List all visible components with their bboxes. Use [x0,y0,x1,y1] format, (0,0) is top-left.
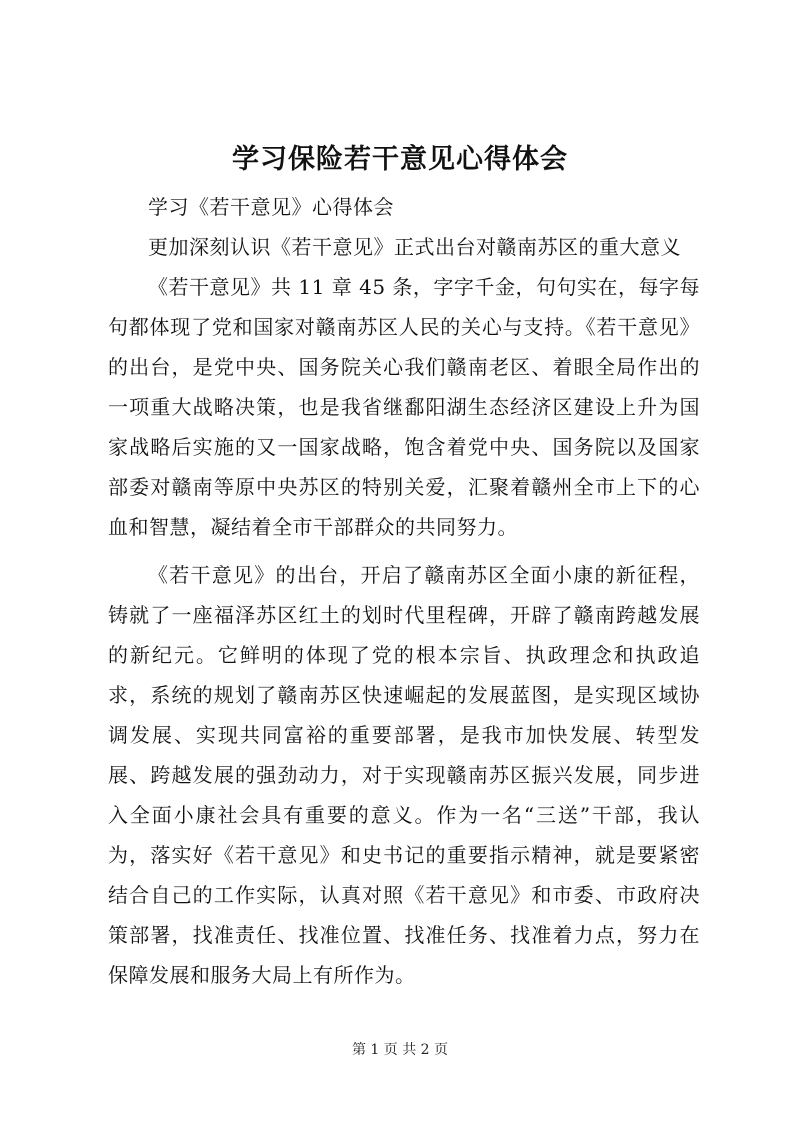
subtitle-paragraph: 学习《若干意见》心得体会 [148,195,394,219]
page-title: 学习保险若干意见心得体会 [232,144,568,175]
section-heading-paragraph: 更加深刻认识《若干意见》正式出台对赣南苏区的重大意义 [148,235,681,259]
body-paragraph: 《若干意见》共 11 章 45 条，字字千金，句句实在，每字每句都体现了党和国家对赣南苏区人民的关心与支持。《若干意见》的出台，是党中央、国务院关心我们赣南老区、着眼全局作出的一项重大战略决策，也是我省继鄱阳湖生态经济区建设上升为国家战略后实施的又一国家战略，饱含着党中央、国务院以及国家部委对赣南等原中央苏区的特别关爱，汇聚着赣州全市上下的心血和智慧，凝结着全市干部群众的共同努力。 [108,275,700,539]
body-paragraph: 《若干意见》的出台，开启了赣南苏区全面小康的新征程，铸就了一座福泽苏区红土的划时代里程碑，开辟了赣南跨越发展的新纪元。它鲜明的体现了党的根本宗旨、执政理念和执政追求，系统的规划了赣南苏区快速崛起的发展蓝图，是实现区域协调发展、实现共同富裕的重要部署，是我市加快发展、转型发展、跨越发展的强劲动力，对于实现赣南苏区振兴发展，同步进入全面小康社会具有重要的意义。作为一名“三送”干部，我认为，落实好《若干意见》和史书记的重要指示精神，就是要紧密结合自己的工作实际，认真对照《若干意见》和市委、市政府决策部署，找准责任、找准位置、找准任务、找准着力点，努力在保障发展和服务大局上有所作为。 [108,563,700,987]
document-body [108,187,700,995]
page-number-footer: 第 1 页 共 2 页 [351,1042,449,1058]
